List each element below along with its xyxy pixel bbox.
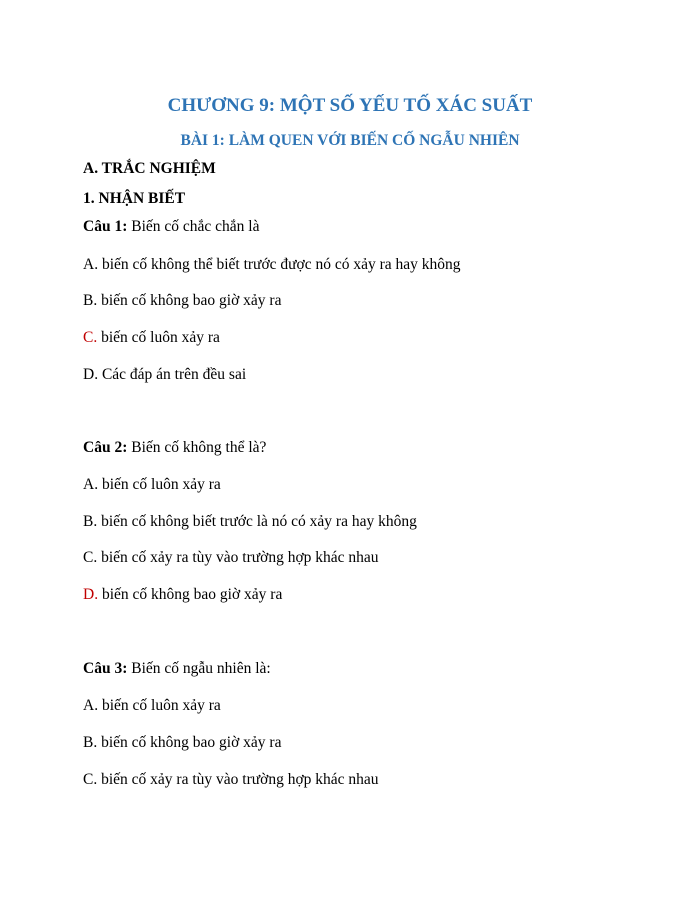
lesson-title: BÀI 1: LÀM QUEN VỚI BIẾN CỐ NGẪU NHIÊN — [180, 132, 520, 149]
question-text: Biến cố chắc chắn là — [127, 218, 260, 235]
option-text: biến cố không bao giờ xảy ra — [97, 734, 282, 751]
question-label: Câu 3: — [83, 660, 128, 677]
q2-option-d — [83, 586, 282, 604]
option-text: biến cố xảy ra tùy vào trường hợp khác nhau — [97, 771, 379, 788]
option-text: biến cố luôn xảy ra — [98, 476, 221, 493]
option-text: Các đáp án trên đều sai — [98, 366, 247, 383]
option-text: biến cố không bao giờ xảy ra — [98, 586, 283, 603]
question-2 — [83, 439, 266, 457]
option-text: biến cố xảy ra tùy vào trường hợp khác nhau — [97, 549, 379, 566]
chapter-title: CHƯƠNG 9: MỘT SỐ YẾU TỐ XÁC SUẤT — [167, 95, 533, 116]
option-letter: B. — [83, 513, 98, 530]
option-letter: A. — [83, 697, 99, 714]
option-letter: C. — [83, 771, 98, 788]
option-text: biến cố không biết trước là nó có xảy ra hay không — [97, 513, 417, 530]
q1-option-c — [83, 329, 220, 347]
q3-option-a — [83, 697, 221, 715]
q1-option-d — [83, 366, 246, 384]
section-title: A. TRẮC NGHIỆM — [83, 160, 216, 177]
option-text: biến cố không thể biết trước được nó có xảy ra hay không — [98, 256, 461, 273]
q2-option-b — [83, 513, 417, 531]
q3-option-b — [83, 734, 281, 752]
question-text: Biến cố ngẫu nhiên là: — [127, 660, 271, 677]
question-label: Câu 1: — [83, 218, 128, 235]
subsection-title: 1. NHẬN BIẾT — [83, 190, 186, 207]
correct-option-letter: D. — [83, 586, 99, 603]
q1-option-a — [83, 256, 461, 274]
correct-option-letter: C. — [83, 329, 98, 346]
option-text: biến cố luôn xảy ra — [97, 329, 220, 346]
q2-option-a — [83, 476, 221, 494]
question-1 — [83, 218, 259, 236]
option-letter: A. — [83, 476, 99, 493]
question-text: Biến cố không thể là? — [127, 439, 267, 456]
q3-option-c — [83, 771, 379, 789]
option-letter: C. — [83, 549, 98, 566]
option-text: biến cố luôn xảy ra — [98, 697, 221, 714]
option-letter: B. — [83, 292, 98, 309]
q2-option-c — [83, 549, 379, 567]
question-3 — [83, 660, 271, 678]
option-letter: A. — [83, 256, 99, 273]
question-label: Câu 2: — [83, 439, 128, 456]
q1-option-b — [83, 292, 281, 310]
option-letter: B. — [83, 734, 98, 751]
option-text: biến cố không bao giờ xảy ra — [97, 292, 282, 309]
option-letter: D. — [83, 366, 99, 383]
